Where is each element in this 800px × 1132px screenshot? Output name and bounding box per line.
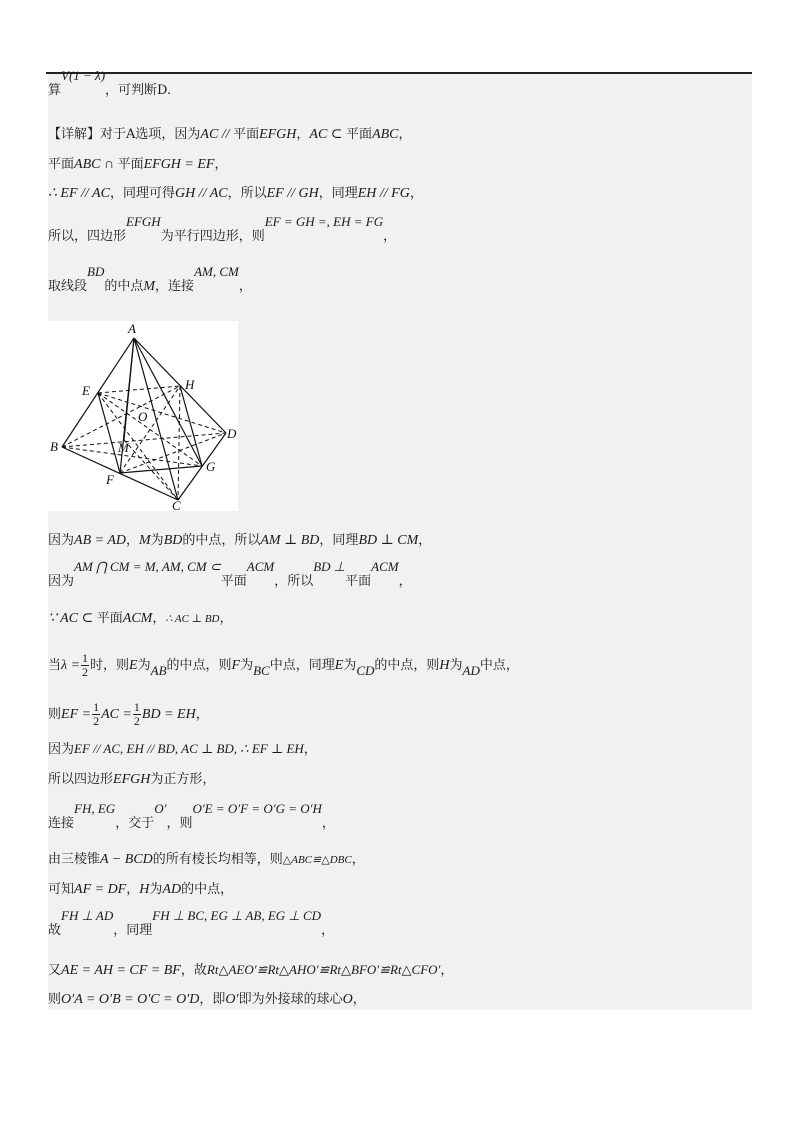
segment-GH bbox=[180, 386, 202, 466]
math: AM ⋂ CM = M, AM, CM ⊂ bbox=[74, 559, 221, 574]
text: ， bbox=[195, 707, 209, 722]
text: ， bbox=[126, 882, 140, 897]
math: M bbox=[139, 533, 151, 548]
text: 的中点， bbox=[181, 882, 234, 897]
math: EFGH = EF bbox=[143, 157, 215, 172]
text: ， bbox=[321, 923, 335, 938]
math: AF = DF bbox=[74, 882, 127, 897]
math: A − BCD bbox=[100, 852, 153, 867]
denominator: 2 bbox=[93, 714, 100, 728]
math: V(1 − λ) bbox=[61, 68, 106, 83]
segment-HC bbox=[178, 386, 180, 500]
text: ， bbox=[352, 992, 366, 1007]
math: ∴ EF // AC bbox=[48, 186, 110, 201]
tetrahedron-diagram bbox=[48, 321, 238, 511]
text: 平面 bbox=[117, 157, 144, 172]
math: ABC bbox=[372, 127, 399, 142]
text: ，所以 bbox=[274, 574, 314, 589]
text: ，所以 bbox=[227, 186, 267, 201]
text-line-12 bbox=[48, 741, 317, 758]
numerator: 1 bbox=[93, 700, 100, 714]
text-line-2 bbox=[48, 127, 412, 143]
text: ，同理可得 bbox=[109, 186, 175, 201]
text-line-6 bbox=[48, 264, 252, 295]
math: BD = EH bbox=[141, 707, 196, 722]
text: 的中点，则 bbox=[166, 658, 232, 673]
segment-AG bbox=[134, 338, 202, 466]
text: ， bbox=[440, 963, 454, 978]
text: 可知 bbox=[48, 882, 75, 897]
text-line-9 bbox=[48, 611, 233, 627]
label-E: E bbox=[82, 383, 90, 398]
denominator: 2 bbox=[82, 665, 89, 679]
text: 为正方形， bbox=[150, 772, 216, 787]
text-line-13 bbox=[48, 772, 215, 788]
text-line-10 bbox=[48, 652, 519, 679]
math: AE = AH = CF = BF bbox=[61, 963, 181, 978]
segment-FG bbox=[120, 466, 202, 473]
text-line-14 bbox=[48, 801, 335, 832]
text: 的中点 bbox=[104, 279, 144, 294]
text: 为 bbox=[343, 658, 357, 673]
math: AM, CM bbox=[194, 264, 239, 279]
text: 即为外接球的球心 bbox=[238, 992, 343, 1007]
denominator: 2 bbox=[133, 714, 140, 728]
text: ， bbox=[219, 611, 233, 626]
math: BC bbox=[253, 663, 270, 678]
text: 为平行四边形，则 bbox=[160, 229, 265, 244]
text-line-16 bbox=[48, 882, 233, 898]
math: FH ⊥ BC, EG ⊥ AB, EG ⊥ CD bbox=[152, 908, 322, 923]
math: H bbox=[139, 882, 150, 897]
text: 平面 bbox=[233, 127, 260, 142]
text-line-19 bbox=[48, 992, 366, 1008]
text: ，故 bbox=[180, 963, 207, 978]
label-H: H bbox=[185, 377, 195, 392]
segment-EF bbox=[98, 393, 120, 473]
math: λ = bbox=[61, 658, 81, 673]
label-A: A bbox=[128, 321, 136, 336]
fraction-one-half bbox=[81, 652, 89, 679]
text: 为 bbox=[150, 533, 164, 548]
math: AM ⊥ BD bbox=[260, 533, 320, 548]
text: 平面 bbox=[48, 157, 75, 172]
text: ，则 bbox=[166, 816, 193, 831]
text: 平面 bbox=[346, 127, 373, 142]
text-line-4 bbox=[48, 186, 423, 202]
text-line-5 bbox=[48, 214, 397, 245]
text: ， bbox=[296, 127, 310, 142]
text: ，连接 bbox=[155, 279, 195, 294]
text-line-7 bbox=[48, 533, 431, 549]
text: ， bbox=[152, 611, 166, 626]
text: 的中点，则 bbox=[374, 658, 440, 673]
text: 因为 bbox=[48, 533, 75, 548]
text: 为 bbox=[149, 882, 163, 897]
edge-BD bbox=[62, 433, 226, 447]
math: BD ⊥ bbox=[313, 559, 346, 574]
label-C: C bbox=[172, 498, 181, 511]
text: ， bbox=[303, 742, 317, 757]
math: GH // AC bbox=[174, 186, 228, 201]
text-line-11 bbox=[48, 701, 209, 728]
text: ，即 bbox=[199, 992, 226, 1007]
text: 则 bbox=[48, 992, 62, 1007]
text: ，可判断D. bbox=[105, 83, 172, 98]
text: ， bbox=[418, 533, 432, 548]
math: EF = bbox=[61, 707, 92, 722]
text: ，同理 bbox=[319, 533, 359, 548]
label-F: F bbox=[106, 472, 114, 487]
text-line-18 bbox=[48, 962, 453, 979]
text: 平面 bbox=[220, 574, 247, 589]
text: 的中点，所以 bbox=[182, 533, 261, 548]
math: O bbox=[342, 992, 353, 1007]
text: ，交于 bbox=[115, 816, 155, 831]
math: AC // bbox=[200, 127, 234, 142]
math: EFGH bbox=[259, 127, 297, 142]
math: EF // GH bbox=[266, 186, 319, 201]
math: FH, EG bbox=[74, 801, 116, 816]
text: ， bbox=[125, 533, 139, 548]
text: 的所有棱长均相等，则 bbox=[152, 852, 283, 867]
math: FH ⊥ AD bbox=[61, 908, 114, 923]
math: BD ⊥ CM bbox=[358, 533, 419, 548]
math: AC ⊂ bbox=[309, 127, 347, 142]
text: 当 bbox=[48, 658, 62, 673]
text: ， bbox=[321, 816, 335, 831]
text-line-15 bbox=[48, 852, 365, 868]
text: ，同理 bbox=[113, 923, 153, 938]
text: 中点， bbox=[479, 658, 519, 673]
text: 平面 bbox=[345, 574, 372, 589]
text: 中点，同理 bbox=[269, 658, 335, 673]
text: 由三棱锥 bbox=[48, 852, 101, 867]
text: 因为 bbox=[48, 742, 75, 757]
fraction-one-half bbox=[133, 701, 141, 728]
text: 算 bbox=[48, 83, 62, 98]
text: 又 bbox=[48, 963, 62, 978]
text: 故 bbox=[48, 923, 62, 938]
text-line-8 bbox=[48, 559, 412, 590]
math: BD bbox=[87, 264, 105, 279]
text: 为 bbox=[240, 658, 254, 673]
numerator: 1 bbox=[82, 651, 89, 665]
tetrahedron-figure bbox=[48, 321, 238, 511]
math: △ABC≌△DBC bbox=[282, 854, 352, 866]
math: AC = bbox=[101, 707, 132, 722]
math: EH // FG bbox=[357, 186, 410, 201]
text: 连接 bbox=[48, 816, 75, 831]
math: ACM bbox=[122, 611, 153, 626]
text-line-17 bbox=[48, 908, 335, 939]
math: ACM bbox=[371, 559, 399, 574]
text: 所以，四边形 bbox=[48, 229, 127, 244]
fraction-one-half bbox=[92, 701, 100, 728]
math: AB bbox=[150, 663, 167, 678]
math: O′ bbox=[225, 992, 239, 1007]
text: 所以四边形 bbox=[48, 772, 114, 787]
math: AD bbox=[462, 663, 480, 678]
text: 为 bbox=[137, 658, 151, 673]
math: F bbox=[231, 658, 241, 673]
numerator: 1 bbox=[133, 700, 140, 714]
math: E bbox=[334, 658, 344, 673]
math: ACM bbox=[246, 559, 275, 574]
math: O′ bbox=[154, 801, 167, 816]
text: ，同理 bbox=[318, 186, 358, 201]
text: 平面 bbox=[96, 611, 123, 626]
math: EFGH bbox=[126, 214, 161, 229]
label-B: B bbox=[50, 439, 58, 454]
math: O′A = O′B = O′C = O′D bbox=[61, 992, 200, 1007]
math: AB = AD bbox=[74, 533, 126, 548]
text: ， bbox=[409, 186, 423, 201]
text: ， bbox=[383, 229, 397, 244]
text: 时，则 bbox=[90, 658, 130, 673]
math: ∴ AC ⊥ BD bbox=[165, 613, 220, 625]
math: BD bbox=[163, 533, 183, 548]
math: O′E = O′F = O′G = O′H bbox=[192, 801, 322, 816]
label-D: D bbox=[227, 426, 237, 441]
label-M: M bbox=[118, 440, 129, 455]
text: ， bbox=[214, 157, 228, 172]
label-G: G bbox=[206, 459, 216, 474]
math: E bbox=[129, 658, 138, 673]
math: AD bbox=[162, 882, 182, 897]
math: EF = GH =, EH = FG bbox=[264, 214, 384, 229]
text: 则 bbox=[48, 707, 62, 722]
text: ， bbox=[398, 574, 412, 589]
text: ， bbox=[238, 279, 252, 294]
text: 【详解】对于A选项，因为 bbox=[48, 127, 201, 142]
text: 取线段 bbox=[48, 279, 88, 294]
math: EF // AC, EH // BD, AC ⊥ BD, ∴ EF ⊥ EH bbox=[74, 741, 304, 756]
math: ABC ∩ bbox=[74, 157, 118, 172]
math: M bbox=[143, 279, 156, 294]
math: EFGH bbox=[113, 772, 151, 787]
text: ， bbox=[351, 852, 365, 867]
math: H bbox=[439, 658, 450, 673]
text: 因为 bbox=[48, 574, 75, 589]
text: ， bbox=[398, 127, 412, 142]
math: CD bbox=[356, 663, 375, 678]
label-O: O bbox=[138, 409, 148, 424]
text: 为 bbox=[449, 658, 463, 673]
text-line-1 bbox=[48, 68, 172, 99]
text-line-3 bbox=[48, 157, 227, 173]
math: Rt△AEO′≌Rt△AHO′≌Rt△BFO′≌Rt△CFO′ bbox=[206, 962, 441, 977]
math: ∵ AC ⊂ bbox=[48, 611, 97, 626]
segment-AM bbox=[124, 338, 134, 440]
